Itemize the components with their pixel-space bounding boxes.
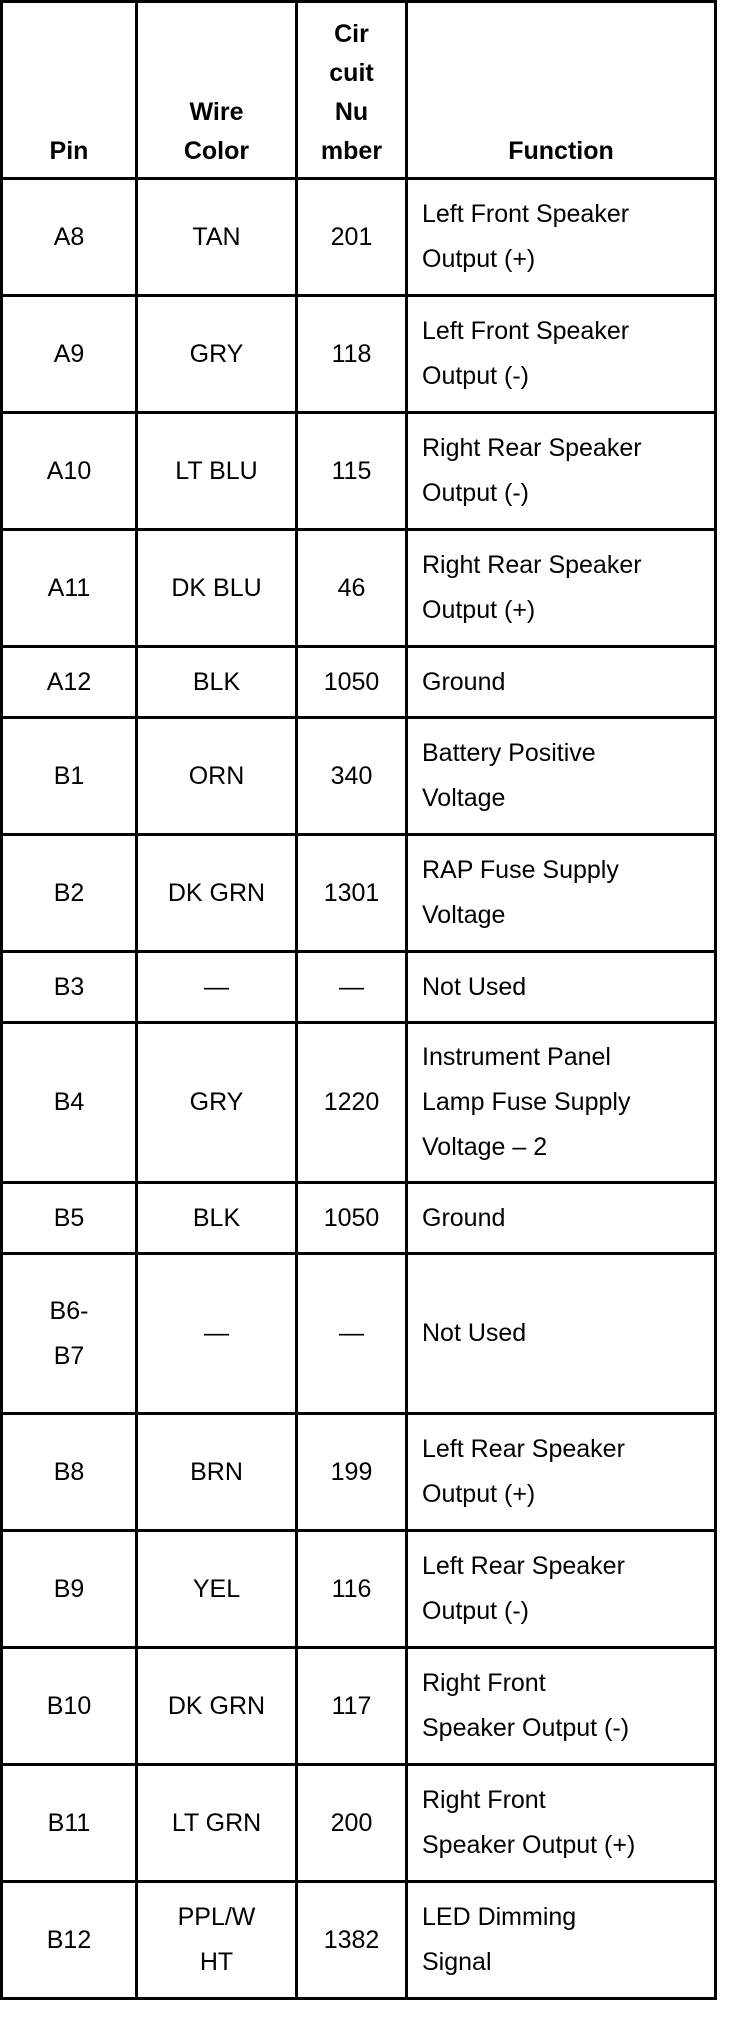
function-cell-text: RAP Fuse Supply Voltage [422,856,619,929]
table-row [2,179,716,296]
circuit-number-cell [297,1254,407,1414]
circuit-number-cell [297,647,407,718]
pin-cell-text: A9 [53,339,85,368]
table-row [2,718,716,835]
wire-color-cell [137,530,297,647]
wire-color-cell [137,1414,297,1531]
wire-color-cell [137,1254,297,1414]
pin-cell [2,1023,137,1183]
table-row [2,835,716,952]
pin-cell-text: B9 [53,1574,85,1603]
circuit-number-cell [297,296,407,413]
wire-color-cell [137,1183,297,1254]
function-cell [407,1882,716,1999]
function-cell [407,647,716,718]
pin-cell [2,1765,137,1882]
circuit-number-cell-text: — [339,972,364,1001]
circuit-number-cell-text: 115 [331,456,372,485]
circuit-number-cell-text: 1050 [323,667,380,696]
function-cell-text: Left Front Speaker Output (+) [422,200,630,273]
wire-color-cell [137,179,297,296]
header-circuit-number: Cir cuit Nu mber [297,2,407,179]
circuit-number-cell [297,179,407,296]
function-cell [407,413,716,530]
pin-cell [2,413,137,530]
wire-color-cell [137,1882,297,1999]
circuit-number-cell-text: 1382 [323,1925,380,1954]
function-cell-text: Ground [422,1203,506,1232]
function-cell [407,296,716,413]
wire-color-cell [137,1531,297,1648]
wire-color-cell-text: DK BLU [171,573,262,602]
function-cell [407,1254,716,1414]
pin-cell [2,952,137,1023]
table-row [2,1414,716,1531]
function-cell-text: Left Rear Speaker Output (+) [422,1435,625,1508]
table-row [2,1254,716,1414]
table-row [2,1882,716,1999]
table-body [2,179,716,1999]
function-cell [407,1531,716,1648]
pin-cell-text: A11 [47,573,91,602]
circuit-number-cell-text: 1050 [323,1203,380,1232]
pin-cell-text: B4 [53,1088,85,1116]
pin-cell-text: B11 [47,1808,91,1837]
function-cell-text: Not Used [422,1319,527,1347]
pin-cell [2,1254,137,1414]
pin-cell [2,647,137,718]
function-cell-text: Right Front Speaker Output (-) [422,1669,630,1742]
function-cell-text: Not Used [422,972,527,1001]
pin-cell [2,1414,137,1531]
circuit-number-cell [297,1648,407,1765]
function-cell [407,952,716,1023]
circuit-number-cell-text: 340 [330,761,373,790]
circuit-number-cell-text: 116 [331,1574,372,1603]
wire-color-cell-text: GRY [189,1088,244,1116]
pin-cell-text: B6- B7 [49,1296,89,1370]
wire-color-cell-text: — [204,972,229,1001]
pin-cell [2,296,137,413]
function-cell [407,1765,716,1882]
wire-color-cell-text: LT BLU [175,456,258,485]
function-cell-text: Battery Positive Voltage [422,739,596,812]
circuit-number-cell [297,952,407,1023]
function-cell-text: Left Rear Speaker Output (-) [422,1552,625,1625]
table-row [2,1023,716,1183]
wire-color-cell [137,1648,297,1765]
wire-color-cell-text: PPL/W HT [177,1903,256,1976]
pin-cell [2,1183,137,1254]
circuit-number-cell-text: 118 [331,339,372,368]
pin-cell-text: B2 [53,878,85,907]
wire-color-cell [137,835,297,952]
wire-color-cell [137,647,297,718]
circuit-number-cell [297,413,407,530]
wire-color-cell [137,413,297,530]
wire-color-cell-text: BLK [192,667,241,696]
function-cell [407,1023,716,1183]
function-cell-text: Right Rear Speaker Output (-) [422,434,642,507]
table-row [2,413,716,530]
circuit-number-cell-text: 1220 [323,1088,380,1116]
table-row [2,1183,716,1254]
pin-cell-text: A10 [46,456,92,485]
pin-cell [2,1648,137,1765]
wire-color-cell [137,952,297,1023]
table-row [2,296,716,413]
table-row [2,1531,716,1648]
wire-color-cell [137,1765,297,1882]
wire-color-cell-text: LT GRN [171,1808,262,1837]
function-cell-text: Right Front Speaker Output (+) [422,1786,636,1859]
table-row [2,952,716,1023]
header-pin: Pin [2,2,137,179]
pin-cell-text: B8 [53,1457,85,1486]
function-cell [407,1648,716,1765]
circuit-number-cell-text: — [339,1319,364,1347]
table-row [2,530,716,647]
pin-cell-text: B5 [53,1203,85,1232]
circuit-number-cell [297,1023,407,1183]
pin-cell [2,835,137,952]
wire-color-cell-text: — [204,1319,229,1347]
pin-cell-text: A12 [46,667,92,696]
function-cell [407,530,716,647]
wire-color-cell [137,718,297,835]
circuit-number-cell [297,1531,407,1648]
function-cell [407,835,716,952]
wire-color-cell-text: DK GRN [167,878,266,907]
function-cell-text: Left Front Speaker Output (-) [422,317,630,390]
wire-color-cell-text: YEL [192,1574,241,1603]
wire-color-cell-text: TAN [192,222,241,251]
circuit-number-cell [297,1882,407,1999]
circuit-number-cell [297,718,407,835]
circuit-number-cell-text: 200 [330,1808,373,1837]
function-cell [407,718,716,835]
pin-cell [2,179,137,296]
pin-cell [2,718,137,835]
wire-color-cell-text: GRY [189,339,244,368]
circuit-number-cell-text: 117 [331,1691,372,1720]
wire-color-cell-text: BRN [190,1457,243,1486]
header-wire-color: Wire Color [137,2,297,179]
wire-color-cell-text: DK GRN [167,1691,266,1720]
function-cell [407,1183,716,1254]
circuit-number-cell-text: 1301 [323,878,380,907]
table-row [2,647,716,718]
circuit-number-cell [297,835,407,952]
function-cell [407,1414,716,1531]
circuit-number-cell [297,1414,407,1531]
pin-cell-text: B10 [46,1691,92,1720]
function-cell-text: Instrument Panel Lamp Fuse Supply Voltage – 2 [422,1043,631,1161]
wire-color-cell-text: BLK [192,1203,241,1232]
circuit-number-cell-text: 199 [330,1457,373,1486]
table-row [2,1765,716,1882]
table-row [2,1648,716,1765]
pin-cell-text: A8 [53,222,85,251]
wire-color-cell [137,296,297,413]
header-function: Function [407,2,716,179]
circuit-number-cell-text: 201 [330,222,373,251]
circuit-number-cell [297,1765,407,1882]
function-cell-text: LED Dimming Signal [422,1903,577,1976]
circuit-number-cell [297,530,407,647]
circuit-number-cell [297,1183,407,1254]
function-cell-text: Right Rear Speaker Output (+) [422,551,642,624]
pin-cell-text: B12 [46,1925,92,1954]
pin-cell [2,1531,137,1648]
pin-cell [2,1882,137,1999]
wire-color-cell-text: ORN [188,761,245,790]
pin-cell-text: B1 [53,761,85,790]
wire-color-cell [137,1023,297,1183]
circuit-number-cell-text: 46 [337,573,366,602]
function-cell [407,179,716,296]
pin-cell-text: B3 [53,972,85,1001]
pin-cell [2,530,137,647]
function-cell-text: Ground [422,667,506,696]
table-header-row [2,2,716,179]
